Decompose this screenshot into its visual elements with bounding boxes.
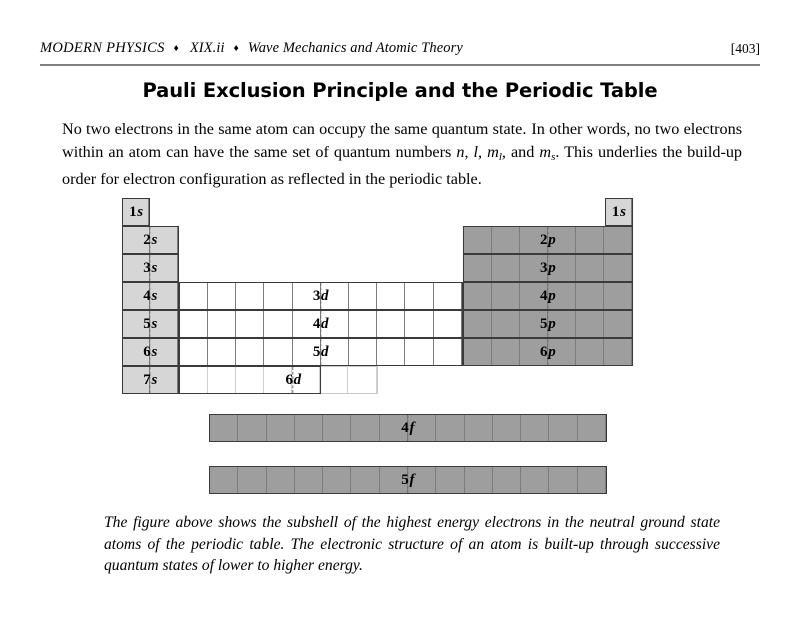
block-label-4f: 4f xyxy=(401,419,415,436)
cell xyxy=(150,227,177,253)
cell xyxy=(293,283,321,309)
cell xyxy=(604,255,632,281)
cell xyxy=(351,415,379,441)
quantum-number-ml: m xyxy=(487,142,499,161)
cell xyxy=(210,415,238,441)
cell xyxy=(349,339,377,365)
cell xyxy=(520,311,548,337)
cell xyxy=(293,311,321,337)
cell xyxy=(264,311,292,337)
cell xyxy=(123,227,150,253)
block-6p xyxy=(463,338,633,366)
cell xyxy=(323,467,351,493)
block-label-3p: 3p xyxy=(540,259,556,276)
block-label-4d: 4d xyxy=(312,315,329,332)
cell xyxy=(520,255,548,281)
block-label-4s: 4s xyxy=(143,287,158,304)
cell xyxy=(492,339,520,365)
block-4s xyxy=(122,282,179,310)
cell xyxy=(436,467,464,493)
block-label-2s: 2s xyxy=(143,231,158,248)
cell xyxy=(123,311,150,337)
cell xyxy=(351,467,379,493)
cell xyxy=(150,255,177,281)
block-label-5d: 5d xyxy=(312,343,329,360)
cell xyxy=(264,283,292,309)
block-3d xyxy=(179,282,463,310)
cell xyxy=(180,311,208,337)
cell xyxy=(549,467,577,493)
block-label-3d: 3d xyxy=(312,287,329,304)
page-number: [403] xyxy=(730,41,760,56)
cell xyxy=(208,311,236,337)
cell xyxy=(492,283,520,309)
block-label-7s: 7s xyxy=(143,371,158,388)
cell xyxy=(180,283,208,309)
cell xyxy=(408,467,436,493)
cell xyxy=(521,415,549,441)
cell xyxy=(150,339,177,365)
quantum-number-l: l xyxy=(473,142,479,161)
cell xyxy=(464,311,492,337)
quantum-number-ms-subscript: s xyxy=(551,150,556,163)
quantum-number-n: n xyxy=(456,142,465,161)
cell xyxy=(436,415,464,441)
body-sentence-3: . This underlies the build-up order for electron configuration as reflected in the periodic table. xyxy=(62,142,743,189)
block-label-4p: 4p xyxy=(540,287,556,304)
cell xyxy=(548,255,576,281)
cell xyxy=(295,415,323,441)
block-label-5p: 5p xyxy=(540,315,556,332)
block-label-6s: 6s xyxy=(143,343,158,360)
cell xyxy=(464,255,492,281)
cell xyxy=(349,311,377,337)
cell xyxy=(520,339,548,365)
cell xyxy=(238,467,266,493)
cell xyxy=(606,199,632,225)
cell xyxy=(549,415,577,441)
cell xyxy=(150,311,177,337)
cell xyxy=(576,339,604,365)
cell xyxy=(548,283,576,309)
block-label-5s: 5s xyxy=(143,315,158,332)
cell xyxy=(292,367,320,393)
cell xyxy=(492,227,520,253)
cell xyxy=(520,283,548,309)
block-5s xyxy=(122,310,179,338)
block-4d xyxy=(179,310,463,338)
block-label-5f: 5f xyxy=(401,471,415,488)
cell xyxy=(320,367,348,393)
cell xyxy=(464,283,492,309)
body-paragraph: No two electrons in the same atom can occupy the same quantum state. In other words, no two electrons within an atom can have the same set of quantum numbers n, l, $m_l$, and $m_s$. This underlies the build-up order for electron configuration as reflected in the periodic table. xyxy=(62,120,743,189)
cell xyxy=(208,367,236,393)
cell xyxy=(321,339,349,365)
block-label-3s: 3s xyxy=(143,259,158,276)
cell xyxy=(434,311,462,337)
block-label-6d: 6d xyxy=(285,371,302,388)
cell xyxy=(236,367,264,393)
cell xyxy=(236,339,264,365)
block-label-1s-right: 1s xyxy=(611,203,627,220)
cell xyxy=(520,227,548,253)
figure-caption: The figure above shows the subshell of the highest energy electrons in the neutral ground state atoms of the periodic table. The electronic structure of an atom is built-up through successive quantum states of lower to higher energy. xyxy=(104,514,720,574)
cell xyxy=(264,367,292,393)
cell xyxy=(123,199,149,225)
cell xyxy=(180,339,208,365)
cell xyxy=(321,311,349,337)
cell xyxy=(604,339,632,365)
cell xyxy=(267,467,295,493)
cell xyxy=(180,367,208,393)
block-label-6p: 6p xyxy=(540,343,556,360)
cell xyxy=(150,367,177,393)
cell xyxy=(464,227,492,253)
body-conjunction: , and xyxy=(501,142,540,161)
block-6s xyxy=(122,338,179,366)
cell xyxy=(576,255,604,281)
body-sentence-1: No two electrons in the same atom can occupy the same quantum state. xyxy=(62,120,527,138)
cell xyxy=(578,415,606,441)
bullet-separator-icon-2: ♦ xyxy=(233,42,239,54)
cell xyxy=(578,467,606,493)
cell xyxy=(408,415,436,441)
cell xyxy=(236,311,264,337)
periodic-table-figure xyxy=(122,198,634,490)
cell xyxy=(576,283,604,309)
block-label-1s-left: 1s xyxy=(129,203,144,220)
body-sentence-2: In other words, no two electrons within an atom can have the same set of quantum numbers xyxy=(62,120,742,161)
cell xyxy=(493,467,521,493)
cell xyxy=(405,339,433,365)
cell xyxy=(380,415,408,441)
cell xyxy=(267,415,295,441)
block-2s xyxy=(122,226,179,254)
block-4p xyxy=(463,282,633,310)
running-head-left xyxy=(40,40,463,57)
cell xyxy=(208,283,236,309)
block-6d xyxy=(179,366,378,394)
block-2p xyxy=(463,226,633,254)
cell xyxy=(434,339,462,365)
cell xyxy=(380,467,408,493)
cell xyxy=(548,339,576,365)
page-title: Pauli Exclusion Principle and the Periodic Table xyxy=(142,79,658,102)
quantum-number-ms: m xyxy=(539,142,552,161)
cell xyxy=(264,339,292,365)
cell xyxy=(434,283,462,309)
running-head xyxy=(40,40,760,64)
cell xyxy=(123,339,150,365)
block-label-2p: 2p xyxy=(540,231,556,248)
cell xyxy=(208,339,236,365)
cell xyxy=(492,311,520,337)
cell xyxy=(150,283,177,309)
cell xyxy=(238,415,266,441)
cell xyxy=(295,467,323,493)
cell xyxy=(548,311,576,337)
cell xyxy=(236,283,264,309)
cell xyxy=(123,255,150,281)
cell xyxy=(323,415,351,441)
bullet-separator-icon: ♦ xyxy=(173,42,179,54)
block-5f xyxy=(209,466,607,494)
cell xyxy=(548,227,576,253)
cell xyxy=(405,283,433,309)
cell xyxy=(348,367,376,393)
cell xyxy=(349,283,377,309)
cell xyxy=(521,467,549,493)
cell xyxy=(321,283,349,309)
volume-number: XIX.ii xyxy=(189,40,225,56)
cell xyxy=(576,311,604,337)
block-7s xyxy=(122,366,179,394)
cell xyxy=(576,227,604,253)
cell xyxy=(377,283,405,309)
cell xyxy=(604,227,632,253)
cell xyxy=(464,339,492,365)
cell xyxy=(377,339,405,365)
quantum-number-ml-subscript: l xyxy=(498,150,502,163)
header-divider xyxy=(40,64,760,66)
block-4f xyxy=(209,414,607,442)
block-1s-right xyxy=(605,198,633,226)
cell xyxy=(465,467,493,493)
cell xyxy=(377,311,405,337)
block-5d xyxy=(179,338,463,366)
publication-title: MODERN PHYSICS xyxy=(40,40,165,56)
cell xyxy=(604,283,632,309)
cell xyxy=(405,311,433,337)
cell xyxy=(604,311,632,337)
block-3s xyxy=(122,254,179,282)
cell xyxy=(492,255,520,281)
cell xyxy=(123,367,150,393)
block-3p xyxy=(463,254,633,282)
block-5p xyxy=(463,310,633,338)
cell xyxy=(123,283,150,309)
block-1s-left xyxy=(122,198,150,226)
section-title: Wave Mechanics and Atomic Theory xyxy=(247,40,463,56)
cell xyxy=(493,415,521,441)
cell xyxy=(465,415,493,441)
cell xyxy=(210,467,238,493)
cell xyxy=(293,339,321,365)
